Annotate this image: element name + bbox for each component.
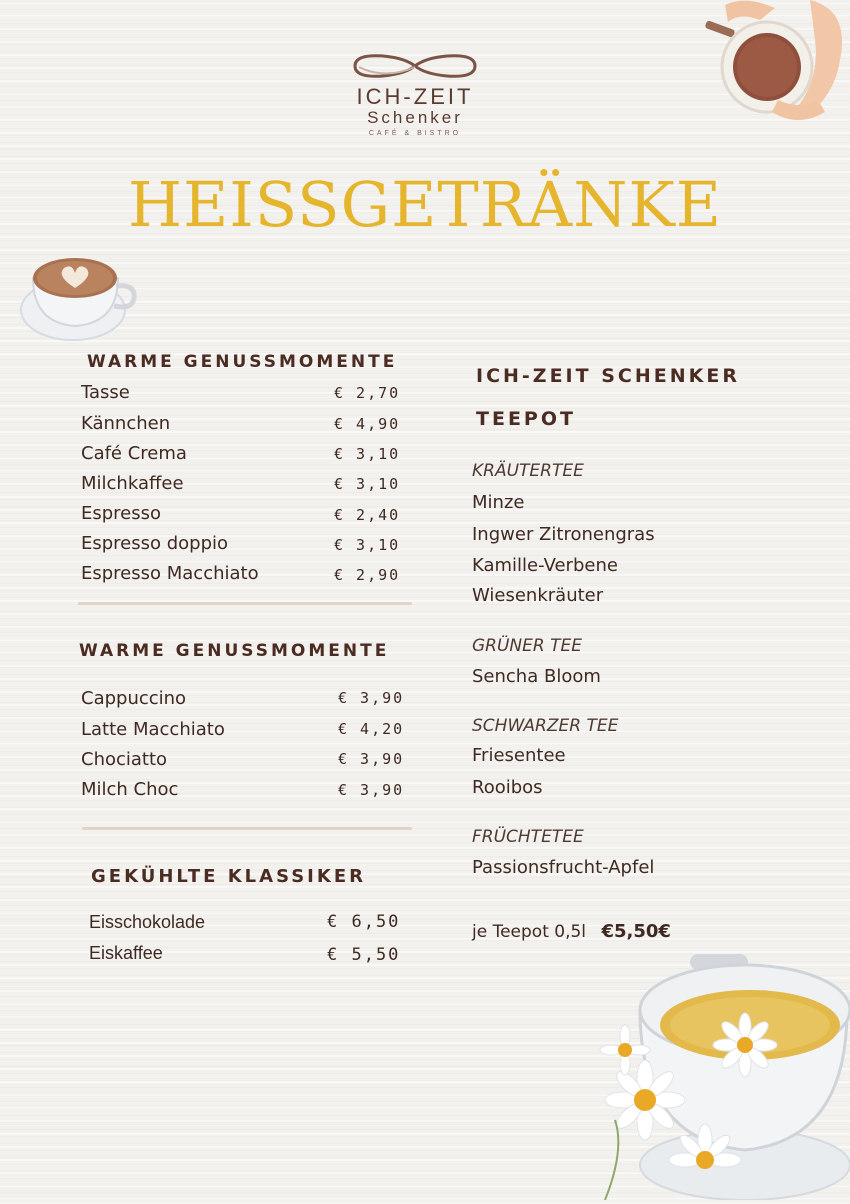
tea-item: Sencha Bloom: [472, 666, 601, 687]
menu-item-price: € 3,90: [338, 781, 405, 799]
menu-item-price: € 3,10: [334, 536, 401, 554]
menu-item-price: € 3,10: [334, 445, 401, 463]
menu-item-price: € 3,90: [338, 689, 405, 707]
tea-category-schwarzer-tee: SCHWARZER TEE: [472, 716, 619, 736]
page-title: HEISSGETRÄNKE: [127, 168, 723, 241]
menu-item-price: € 3,90: [338, 750, 405, 768]
menu-item-price: € 5,50: [327, 945, 401, 965]
section-heading-warme-2: WARME GENUSSMOMENTE: [79, 641, 390, 661]
menu-item-price: € 4,90: [334, 415, 401, 433]
menu-item-name: Espresso: [81, 503, 162, 524]
brand-name: ICH-ZEIT: [356, 84, 474, 109]
teepot-price-value: €5,50€: [601, 921, 671, 942]
tea-item: Kamille-Verbene: [472, 555, 618, 576]
tea-item: Friesentee: [472, 745, 566, 766]
brand-logo: [340, 50, 490, 137]
section-heading-gekuehlt: GEKÜHLTE KLASSIKER: [91, 866, 366, 887]
menu-item-price: € 2,40: [334, 506, 401, 524]
chamomile-tea-cup-icon: [585, 950, 850, 1204]
teepot-heading-line2: TEEPOT: [476, 408, 576, 430]
menu-item-name: Cappuccino: [81, 688, 187, 709]
tea-item: Ingwer Zitronengras: [472, 524, 655, 545]
menu-item-name: Milch Choc: [81, 779, 179, 800]
tea-item: Wiesenkräuter: [472, 585, 604, 606]
menu-item-price: € 2,90: [334, 566, 401, 584]
menu-item-name: Café Crema: [81, 443, 187, 464]
menu-item-name: Kännchen: [81, 413, 171, 434]
infinity-logo-icon: [345, 50, 485, 82]
menu-item-name: Tasse: [81, 382, 130, 403]
menu-item-name: Latte Macchiato: [81, 719, 225, 740]
menu-item-price: € 6,50: [327, 912, 401, 932]
tea-item: Minze: [472, 492, 525, 513]
menu-item-name: Chociatto: [81, 749, 168, 770]
brand-tagline: CAFÉ & BISTRO: [368, 130, 462, 137]
latte-art-cup-icon: [18, 248, 143, 352]
menu-item-price: € 3,10: [334, 475, 401, 493]
section-divider: [82, 827, 412, 830]
section-heading-warme-1: WARME GENUSSMOMENTE: [87, 352, 398, 372]
menu-item-name: Milchkaffee: [81, 473, 184, 494]
menu-item-price: € 2,70: [334, 384, 401, 402]
menu-item-name: Espresso doppio: [81, 533, 229, 554]
coffee-cup-hands-icon: [700, 0, 850, 134]
tea-category-kraeutertee: KRÄUTERTEE: [472, 461, 584, 481]
section-divider: [78, 602, 412, 605]
menu-item-name: Espresso Macchiato: [81, 563, 259, 584]
teepot-price-label: je Teepot 0,5l: [472, 922, 587, 942]
menu-item-name: Eisschokolade: [89, 912, 206, 932]
menu-item-name: Eiskaffee: [89, 943, 163, 963]
tea-item: Passionsfrucht-Apfel: [472, 857, 655, 878]
teepot-price-line: [472, 921, 671, 942]
tea-category-fruechtetee: FRÜCHTETEE: [472, 827, 584, 847]
tea-category-gruener-tee: GRÜNER TEE: [472, 636, 582, 656]
menu-item-price: € 4,20: [338, 720, 405, 738]
tea-item: Rooibos: [472, 777, 543, 798]
brand-sub: Schenker: [367, 108, 463, 127]
teepot-heading-line1: ICH-ZEIT SCHENKER: [476, 365, 740, 387]
